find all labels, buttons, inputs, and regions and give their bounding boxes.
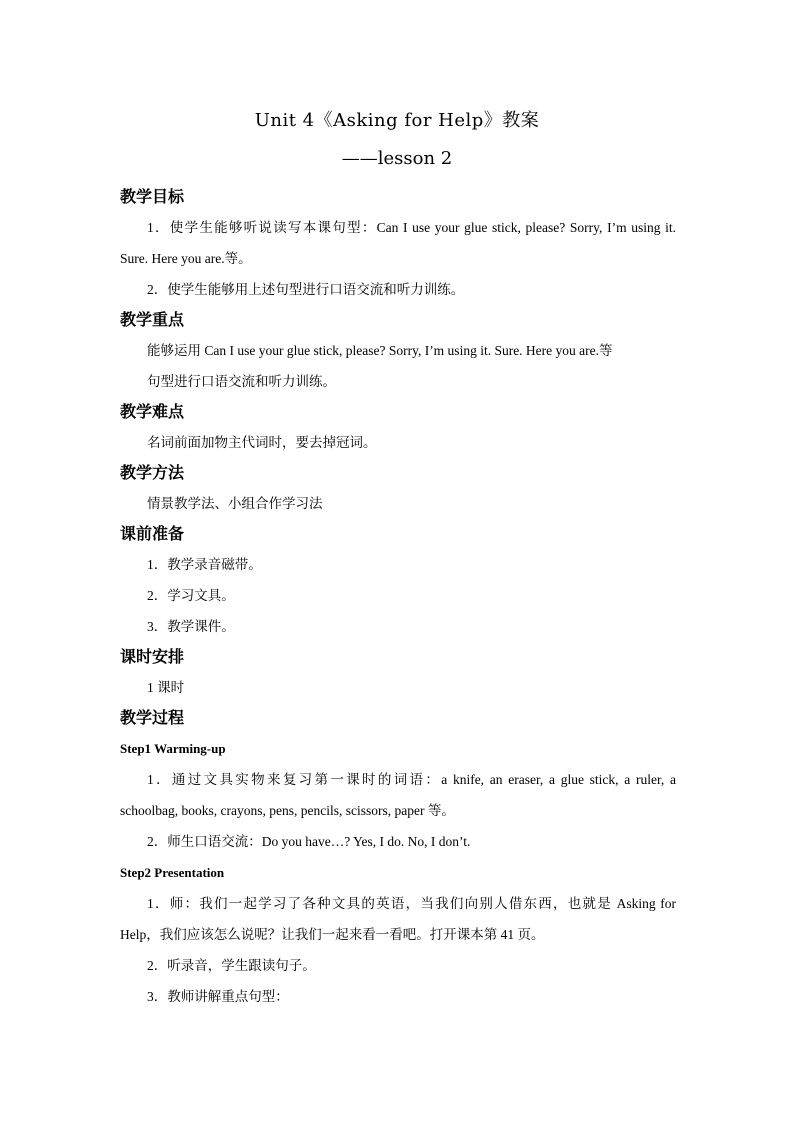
step2-item-1-cont: Help，我们应该怎么说呢？让我们一起来看一看吧。打开课本第 41 页。 — [120, 927, 545, 942]
section-heading: 教学方法 — [120, 463, 185, 482]
goal-item-1-cont: Sure. Here you are.等。 — [120, 251, 252, 266]
method-line-1: 情景教学法、小组合作学习法 — [147, 496, 323, 511]
step-title-2: Step2 Presentation — [120, 865, 225, 880]
document-body — [120, 182, 676, 1012]
difficulty-line-1: 名词前面加物主代词时，要去掉冠词。 — [147, 435, 377, 450]
step1-item-1-cont: schoolbag, books, crayons, pens, pencils, scissors, paper 等。 — [120, 803, 455, 818]
section-difficulties — [120, 397, 676, 458]
section-heading: 课时安排 — [120, 647, 185, 666]
step2-item-2: 2．听录音，学生跟读句子。 — [147, 958, 316, 973]
section-heading: 课前准备 — [120, 524, 185, 543]
section-heading: 教学难点 — [120, 402, 185, 421]
keypoint-line-2: 句型进行口语交流和听力训练。 — [147, 374, 336, 389]
goal-item-2: 2．使学生能够用上述句型进行口语交流和听力训练。 — [147, 282, 465, 297]
schedule-line-1: 1 课时 — [147, 680, 185, 695]
step1-item-1: 1．通过文具实物来复习第一课时的词语：a knife, an eraser, a glue stick, a ruler, a — [147, 772, 676, 787]
document-subtitle: ——lesson 2 — [341, 148, 453, 169]
section-preparation — [120, 519, 676, 642]
section-heading: 教学重点 — [120, 310, 185, 329]
step2-item-1: 1．师：我们一起学习了各种文具的英语，当我们向别人借东西，也就是 Asking for — [147, 896, 676, 911]
step-title-1: Step1 Warming-up — [120, 741, 226, 756]
step1-item-2: 2．师生口语交流：Do you have…? Yes, I do. No, I don’t. — [147, 834, 471, 849]
section-process — [120, 703, 676, 1012]
keypoint-line-1: 能够运用 Can I use your glue stick, please? Sorry, I’m using it. Sure. Here you are.等 — [147, 343, 613, 358]
step2-item-3: 3．教师讲解重点句型： — [147, 989, 289, 1004]
prep-item-2: 2．学习文具。 — [147, 588, 235, 603]
goal-item-1: 1．使学生能够听说读写本课句型：Can I use your glue stick, please? Sorry, I’m using it. — [147, 220, 676, 235]
prep-item-3: 3．教学课件。 — [147, 619, 235, 634]
section-heading: 教学过程 — [120, 708, 185, 727]
section-methods — [120, 458, 676, 519]
section-keypoints — [120, 305, 676, 397]
document-title: Unit 4《Asking for Help》教案 — [254, 110, 540, 131]
section-schedule — [120, 642, 676, 703]
section-goals — [120, 182, 676, 305]
section-heading: 教学目标 — [120, 187, 185, 206]
prep-item-1: 1．教学录音磁带。 — [147, 557, 262, 572]
